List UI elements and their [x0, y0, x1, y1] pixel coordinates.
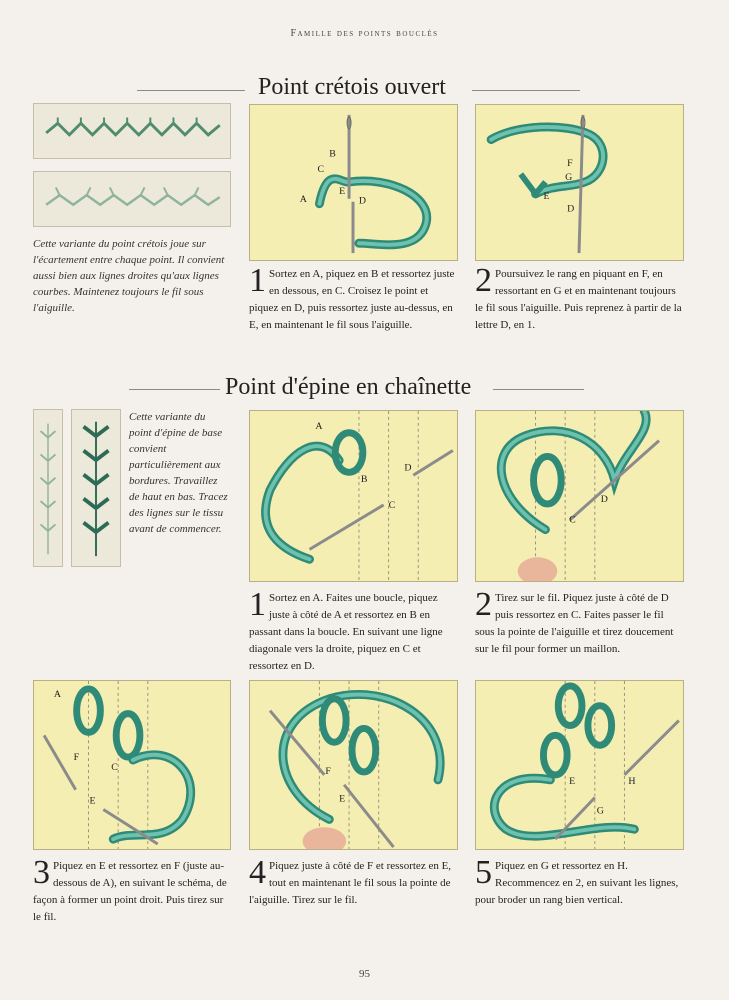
section1-caption: Cette variante du point crétois joue sur l'écartement entre chaque point. Il convient aussi bien aux lignes droites qu'aux lignes courbes. Maintenez toujours le fil sous l'aiguille. [33, 238, 225, 314]
section2-step5: 5 Piquez en G et ressortez en H. Recommencez en 2, en suivant les lignes, pour broder un rang bien vertical. [475, 854, 679, 906]
label-e: E [89, 795, 96, 807]
section2-step4: 4 Piquez juste à côté de F et ressortez en E, tout en maintenant le fil sous la pointe de l'aiguille. Tirez sur le fil. [249, 854, 452, 906]
label-g: G [565, 172, 573, 184]
label-c: C [569, 514, 576, 526]
section2-step3-illustration [33, 680, 231, 850]
title-rule-left-2 [129, 389, 220, 390]
label-a: A [315, 420, 323, 432]
section2-step3: 3 Piquez en E et ressortez en F (juste au-dessous de A), en suivant le schéma, de façon à former un point droit. Puis tirez sur le fil. [33, 854, 227, 923]
label-a: A [53, 688, 62, 700]
section2-step5-illustration [475, 680, 684, 850]
label-b: B [360, 474, 368, 486]
title-rule-right-2 [493, 389, 584, 390]
label-e: E [543, 190, 550, 202]
section1-step1: 1 Sortez en A, piquez en B et ressortez juste en dessous, en C. Croisez le point et piquez en D, puis ressortez juste au-dessus, en E, en maintenant le fil sous l'aiguille. [249, 262, 455, 331]
title-rule-right [472, 90, 580, 91]
label-d: D [358, 195, 367, 207]
label-a: A [299, 193, 307, 205]
label-g: G [596, 805, 604, 817]
section1-step1-illustration [249, 104, 458, 261]
label-f: F [73, 752, 80, 764]
label-h: H [628, 775, 636, 787]
label-c: C [388, 499, 396, 511]
label-e: E [339, 793, 346, 805]
running-head: Famille des points bouclés [290, 28, 439, 39]
label-e: E [569, 775, 576, 787]
fabric-swatch-3 [33, 409, 63, 567]
page-number: 95 [359, 968, 370, 980]
section2-step1: 1 Sortez en A. Faites une boucle, piquez juste à côté de A et ressortez en B en passant dans la boucle. En suivant une ligne diagonale vers la droite, piquez en C et ressortez en D. [249, 586, 443, 672]
label-f: F [567, 158, 573, 170]
section1-title: Point crétois ouvert [258, 74, 446, 100]
fabric-swatch-2 [33, 171, 231, 227]
section1-step2: 2 Poursuivez le rang en piquant en F, en ressortant en G et en maintenant toujours le fil sous l'aiguille. Puis reprenez à partir de la lettre D, en 1. [475, 262, 682, 331]
section2-step4-illustration [249, 680, 458, 850]
fabric-swatch-4 [71, 409, 121, 567]
section2-step1-illustration [249, 410, 458, 582]
section2-title: Point d'épine en chaînette [225, 374, 472, 400]
label-e: E [339, 185, 346, 197]
label-f: F [325, 765, 331, 777]
section2-caption: Cette variante du point d'épine de base convient particulièrement aux bordures. Travaillez de haut en bas. Tracez des lignes sur le tissu avant de commencer. [129, 411, 228, 535]
fabric-swatch-1 [33, 103, 231, 159]
section1-step2-illustration [475, 104, 684, 261]
label-d: D [404, 462, 412, 474]
label-c: C [317, 164, 325, 176]
label-b: B [329, 148, 336, 160]
label-d: D [600, 493, 608, 505]
label-d: D [567, 203, 575, 215]
section2-step2-illustration [475, 410, 684, 582]
title-rule-left [137, 90, 245, 91]
label-c: C [111, 761, 118, 773]
section2-step2: 2 Tirez sur le fil. Piquez juste à côté de D puis ressortez en C. Faites passer le fil sous la pointe de l'aiguille et tirez doucement sur le fil pour former un maillon. [475, 586, 674, 655]
